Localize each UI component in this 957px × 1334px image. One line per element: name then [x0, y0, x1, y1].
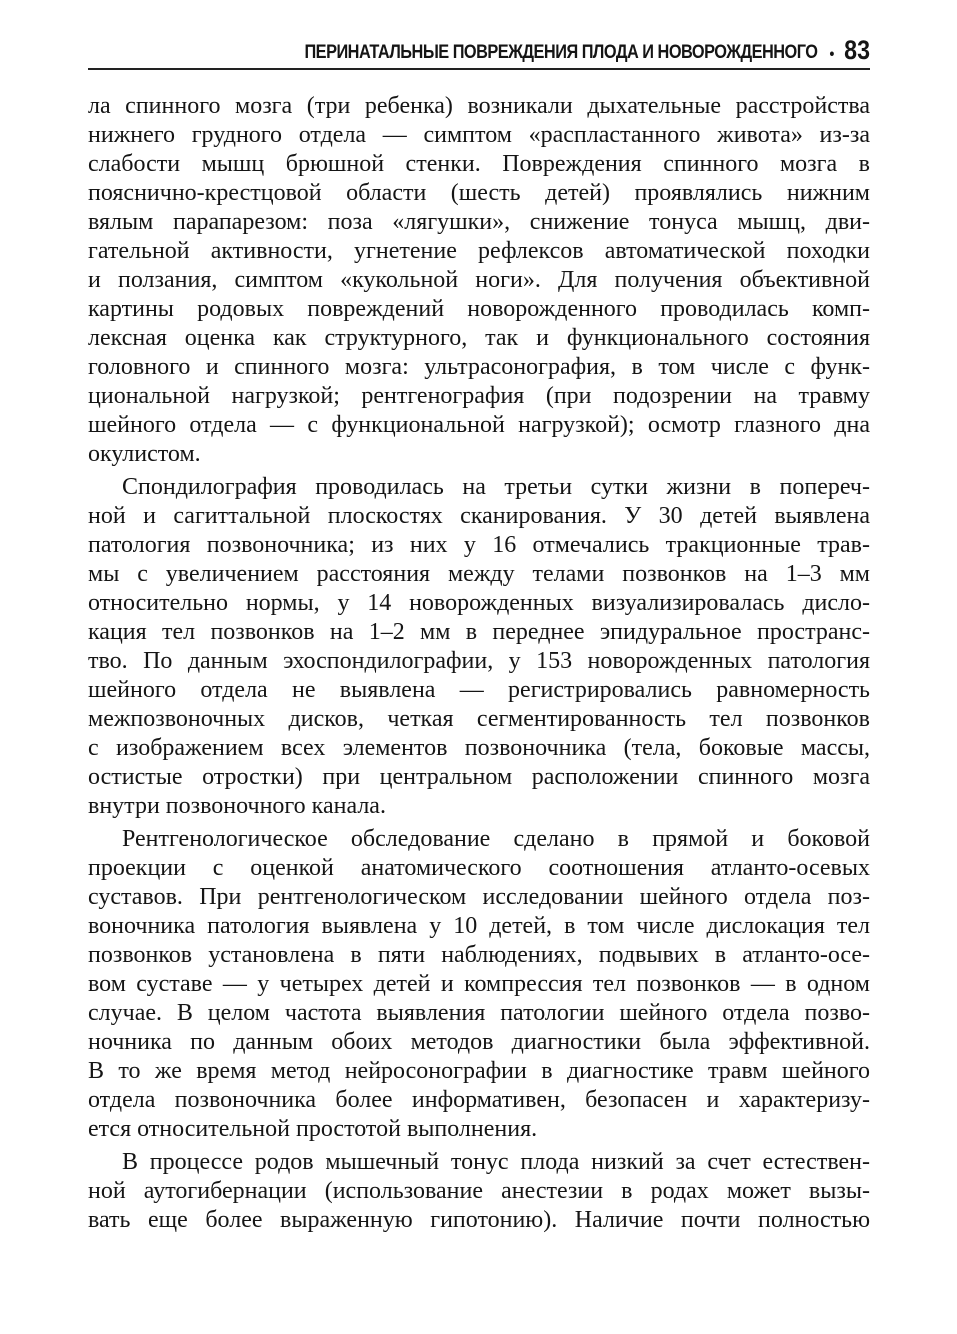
text-line: В процессе родов мышечный тонус плода низкий за счет естествен- — [122, 1149, 870, 1175]
text-line: и ползания, симптом «кукольной ноги». Для получения объективной — [88, 267, 870, 293]
text-line: остистые отростки) при центральном расположении спинного мозга — [88, 764, 870, 790]
text-line: шейного отдела — с функциональной нагрузкой); осмотр глазного дна — [88, 412, 870, 438]
text-line: позвонков установлена в пяти наблюдениях, подвывих в атланто-осе- — [88, 942, 870, 968]
text-line: суставов. При рентгенологическом исследовании шейного отдела поз- — [88, 884, 870, 910]
text-line: гательной активности, угнетение рефлексов автоматической походки — [88, 238, 870, 264]
running-header — [197, 30, 870, 64]
header-rule — [88, 68, 870, 70]
text-line: патология позвоночника; из них у 16 отмечались тракционные трав- — [88, 532, 870, 558]
body-text — [88, 92, 870, 1235]
text-line: картины родовых повреждений новорожденного проводилась комп- — [88, 296, 870, 322]
paragraph — [88, 473, 870, 821]
text-line: лексная оценка как структурного, так и функционального состояния — [88, 325, 870, 351]
text-line: ла спинного мозга (три ребенка) возникали дыхательные расстройства — [88, 93, 870, 119]
text-line: вать еще более выраженную гипотонию). Наличие почти полностью — [88, 1207, 870, 1233]
text-line: тво. По данным эхоспондилографии, у 153 новорожденных патология — [88, 648, 870, 674]
page-number: 83 — [844, 35, 870, 65]
text-line: с изображением всех элементов позвоночника (тела, боковые массы, — [88, 735, 870, 761]
text-line: случае. В целом частота выявления патологии шейного отдела позво- — [88, 1000, 870, 1026]
text-line: межпозвоночных дисков, четкая сегментированность тел позвонков — [88, 706, 870, 732]
text-line: нижнего грудного отдела — симптом «распластанного живота» из-за — [88, 122, 870, 148]
paragraph — [88, 1148, 870, 1235]
text-line: пояснично-крестцовой области (шесть детей) проявлялись нижним — [88, 180, 870, 206]
text-line: кация тел позвонков на 1–2 мм в переднее эпидуральное пространс- — [88, 619, 870, 645]
text-line: внутри позвоночного канала. — [88, 793, 386, 819]
text-line: В то же время метод нейросонографии в диагностике травм шейного — [88, 1058, 870, 1084]
text-line: отдела позвоночника более информативен, безопасен и характеризу- — [88, 1087, 870, 1113]
text-line: шейного отдела не выявлена — регистрировались равномерность — [88, 677, 870, 703]
text-line: слабости мышц брюшной стенки. Повреждения спинного мозга в — [88, 151, 870, 177]
text-line: ночника по данным обоих методов диагностики была эффективной. — [88, 1029, 870, 1055]
text-line: вом суставе — у четырех детей и компрессия тел позвонков — в одном — [88, 971, 870, 997]
bullet-separator: • — [829, 46, 834, 63]
text-line: ной и сагиттальной плоскостях сканирования. У 30 детей выявлена — [88, 503, 870, 529]
text-line: вялым парапарезом: поза «лягушки», снижение тонуса мышц, дви- — [88, 209, 870, 235]
text-line: проекции с оценкой анатомического соотношения атланто-осевых — [88, 855, 870, 881]
text-line: окулистом. — [88, 441, 201, 467]
text-line: ной аутогибернации (использование анестезии в родах может вызы- — [88, 1178, 870, 1204]
paragraph — [88, 92, 870, 469]
running-title: ПЕРИНАТАЛЬНЫЕ ПОВРЕЖДЕНИЯ ПЛОДА И НОВОРОЖДЕННОГО — [304, 42, 818, 63]
text-line: относительно нормы, у 14 новорожденных визуализировалась дисло- — [88, 590, 870, 616]
text-line: циональной нагрузкой; рентгенография (при подозрении на травму — [88, 383, 870, 409]
text-line: мы с увеличением расстояния между телами позвонков на 1–3 мм — [88, 561, 870, 587]
text-line: Рентгенологическое обследование сделано в прямой и боковой — [122, 826, 870, 852]
text-line: воночника патология выявлена у 10 детей, в том числе дислокация тел — [88, 913, 870, 939]
text-line: ется относительной простотой выполнения. — [88, 1116, 538, 1142]
paragraph — [88, 825, 870, 1144]
text-line: Спондилография проводилась на третьи сутки жизни в попереч- — [122, 474, 870, 500]
text-line: головного и спинного мозга: ультрасонография, в том числе с функ- — [88, 354, 870, 380]
